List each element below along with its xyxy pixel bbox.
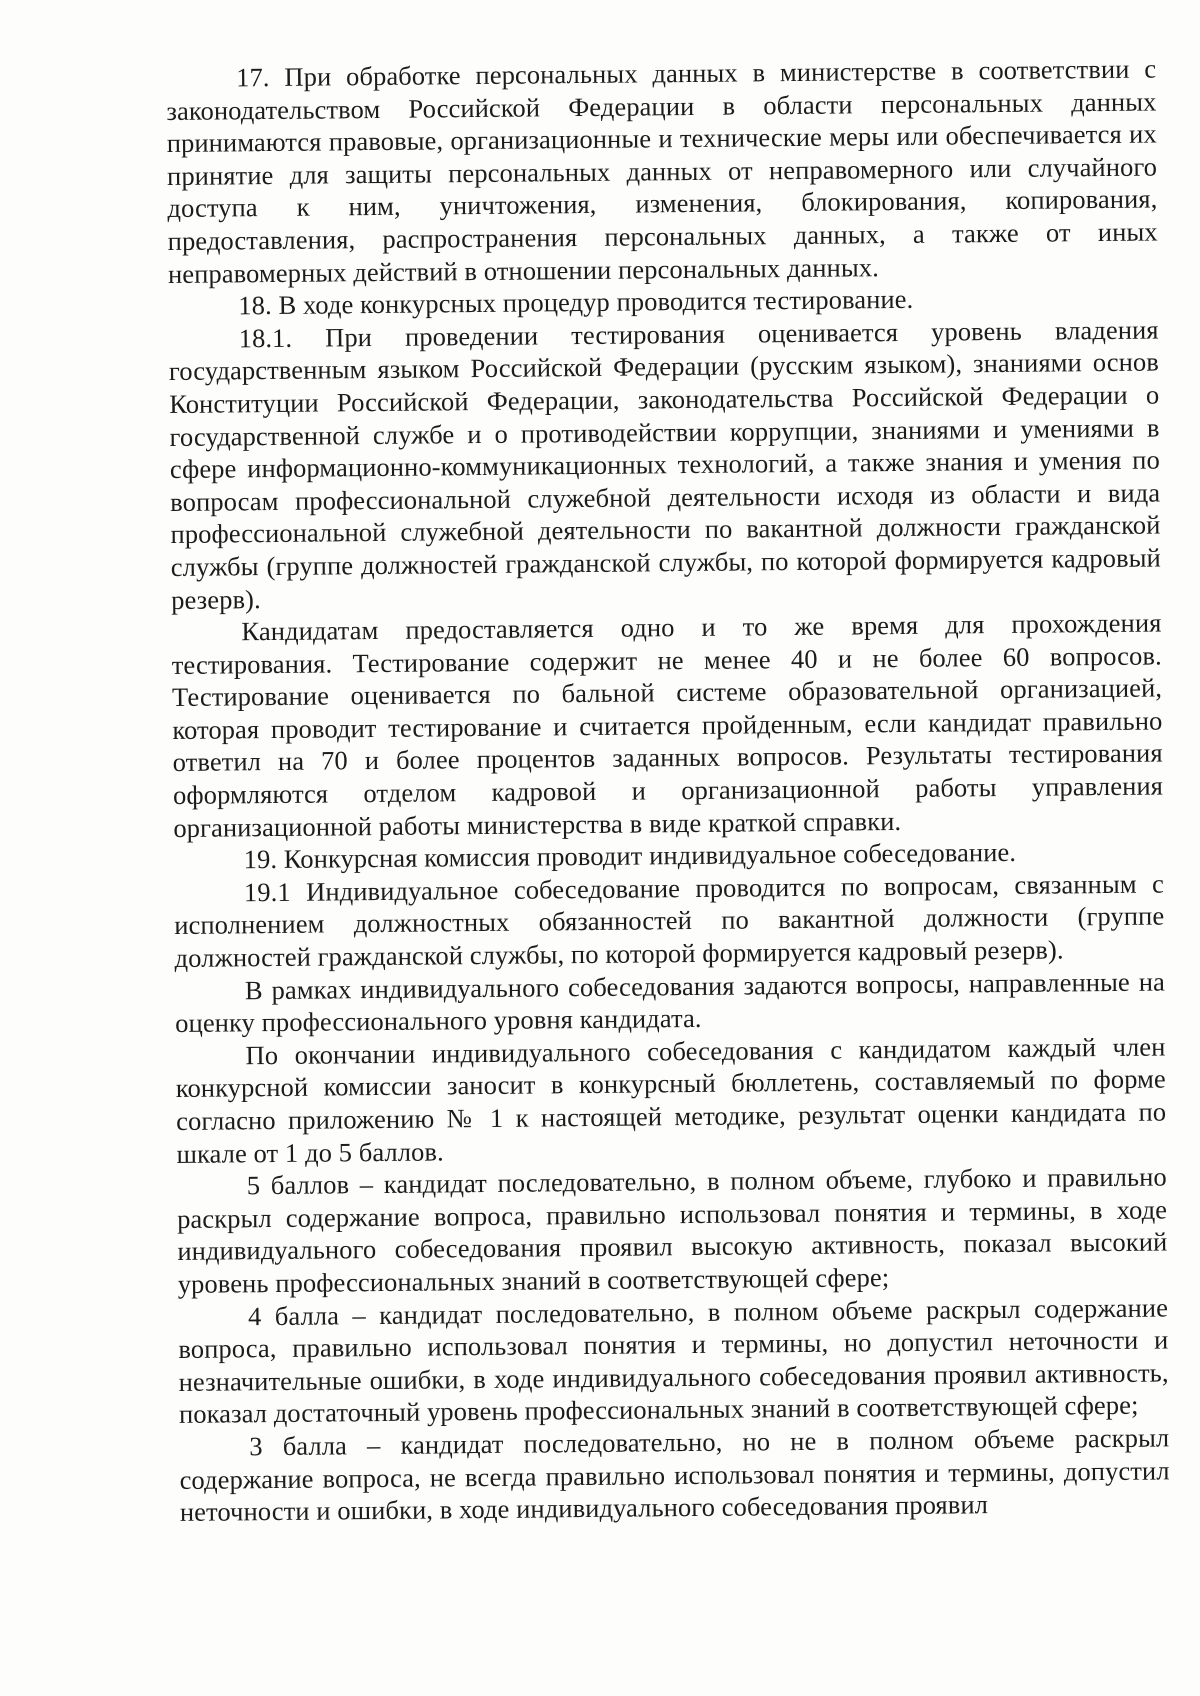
paragraph-18-1: 18.1. При проведении тестирования оценивается уровень владения государственным языком Российской Федерации (русским языком), знаниями основ Конституции Российской Федерации, законодательства Российской Федерации о государственной службе и о противодействии коррупции, знаниями и умениями в сфере информационно-коммуникационных технологий, а также знания и умения по вопросам профессиональной служебной деятельности исходя из области и вида профессиональной служебной деятельности по вакантной должности гражданской службы (группе должностей гражданской службы, по которой формируется кадровый резерв). — [168, 314, 1161, 615]
paragraph-18: 18. В ходе конкурсных процедур проводится тестирование. — [238, 283, 914, 321]
paragraph-19-1: 19.1 Индивидуальное собеседование проводится по вопросам, связанным с исполнением должностных обязанностей по вакантной должности (группе должностей гражданской службы, по которой формируется кадровый резерв). — [174, 868, 1165, 973]
paragraph-ballot: По окончании индивидуального собеседования с кандидатом каждый член конкурсной комиссии заносит в конкурсный бюллетень, составляемый по форме согласно приложению № 1 к настоящей методике, результат оценки кандидата по шкале от 1 до 5 баллов. — [175, 1031, 1167, 1169]
paragraph-interview-questions: В рамках индивидуального собеседования задаются вопросы, направленные на оценку профессионального уровня кандидата. — [175, 966, 1166, 1039]
paragraph-17: 17. При обработке персональных данных в министерстве в соответствии с законодательством Российской Федерации в области персональных данных принимаются правовые, организационные и технические меры или обеспечивается их принятие для защиты персональных данных от неправомерного или случайного доступа к ним, уничтожения, изменения, блокирования, копирования, предоставления, распространения персональных данных, а также от иных неправомерных действий в отношении персональных данных. — [166, 53, 1158, 289]
paragraph-testing-terms: Кандидатам предоставляется одно и то же время для прохождения тестирования. Тестирование содержит не менее 40 и не более 60 вопросов. Тестирование оценивается по бальной системе образовательной организацией, которая проводит тестирование и считается пройденным, если кандидат правильно ответил на 70 и более процентов заданных вопросов. Результаты тестирования оформляются отделом кадровой и организационной работы управления организационной работы министерства в виде краткой справки. — [171, 607, 1164, 843]
paragraph-19: 19. Конкурсная комиссия проводит индивидуальное собеседование. — [243, 837, 1017, 875]
paragraph-score-5: 5 баллов – кандидат последовательно, в полном объеме, глубоко и правильно раскрыл содержание вопроса, правильно использовал понятия и термины, в ходе индивидуального собеседования проявил высокую активность, показал высокий уровень профессиональных знаний в соответствующей сфере; — [176, 1161, 1168, 1299]
document-body — [166, 52, 1170, 1528]
paragraph-score-3: 3 балла – кандидат последовательно, но не в полном объеме раскрыл содержание вопроса, не всегда правильно использовал понятия и термины, допустил неточности и ошибки, в ходе индивидуального собеседования проявил — [179, 1422, 1170, 1528]
paragraph-score-4: 4 балла – кандидат последовательно, в полном объеме раскрыл содержание вопроса, правильно использовал понятия и термины, но допустил неточности и незначительные ошибки, в ходе индивидуального собеседования проявил активность, показал достаточный уровень профессиональных знаний в соответствующей сфере; — [178, 1292, 1169, 1430]
